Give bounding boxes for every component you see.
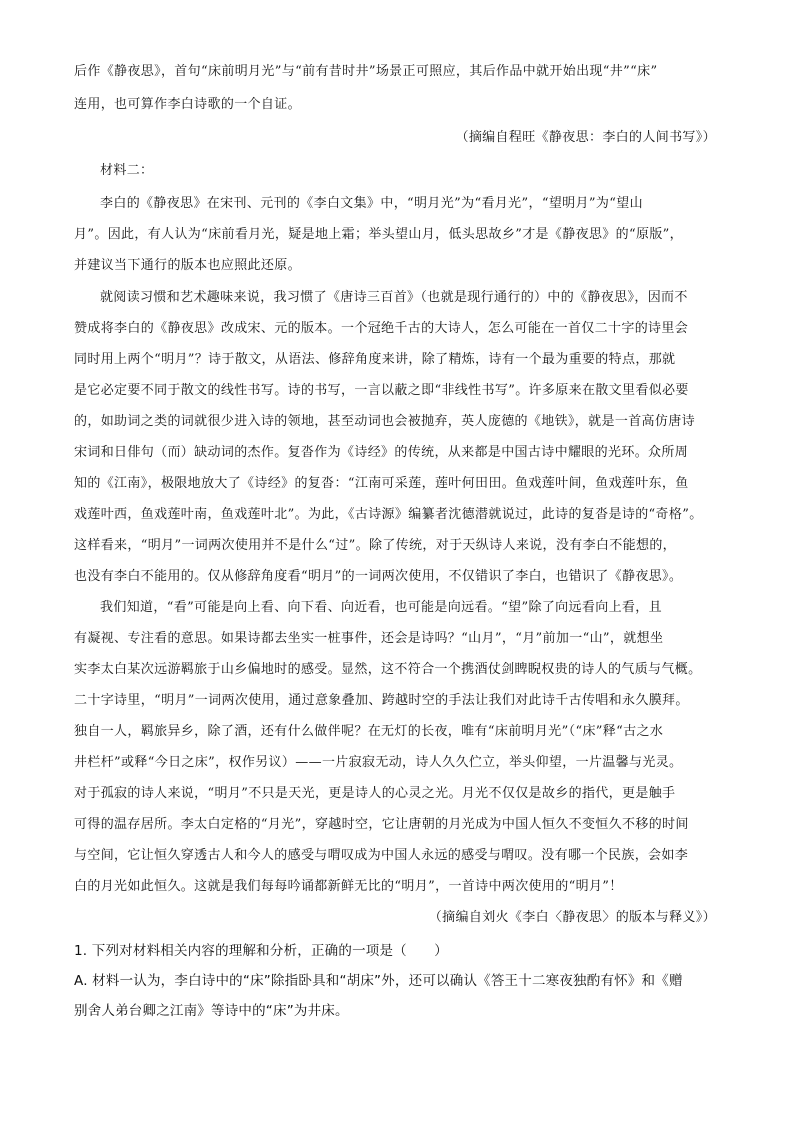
passage-line: 并建议当下通行的版本也应照此还原。 xyxy=(74,258,301,273)
passage-line: 独自一人，羁旅异乡，除了酒，还有什么做伴呢？在无灯的长夜，唯有“床前明月光”（“床”释“古之水 xyxy=(74,724,664,739)
passage-line: 二十字诗里，“明月”一词两次使用，通过意象叠加、跨越时空的手法让我们对此诗千古传唱和永久膜拜。 xyxy=(74,693,689,708)
passage-line: 戏莲叶西，鱼戏莲叶南，鱼戏莲叶北”。为此，《古诗源》编纂者沈德潜就说过，此诗的复沓是诗的“奇格”。 xyxy=(74,507,703,522)
passage-line: 知的《江南》，极限地放大了《诗经》的复沓：“江南可采莲，莲叶何田田。鱼戏莲叶间，鱼戏莲叶东，鱼 xyxy=(74,476,689,491)
passage-line: 与空间，它让恒久穿透古人和今人的感受与喟叹成为中国人永远的感受与喟叹。没有哪一个民族，会如李 xyxy=(74,848,689,863)
source-citation: （摘编自程旺《静夜思：李白的人间书写》） xyxy=(455,130,716,145)
passage-line: 就阅读习惯和艺术趣味来说，我习惯了《唐诗三百首》（也就是现行通行的）中的《静夜思》，因而不 xyxy=(100,290,688,305)
passage-line: 井栏杆”或释“今日之床”，权作另议）——一片寂寂无动，诗人久久伫立，举头仰望，一片温馨与光灵。 xyxy=(74,755,683,770)
passage-line: 有凝视、专注看的意思。如果诗都去坐实一桩事件，还会是诗吗？“山月”，“月”前加一“山”，就想坐 xyxy=(74,631,664,646)
passage-line: 赞成将李白的《静夜思》改成宋、元的版本。一个冠绝千古的大诗人，怎么可能在一首仅二十字的诗里会 xyxy=(74,321,689,336)
passage-line: 同时用上两个“明月”？诗于散文，从语法、修辞角度来讲，除了精炼，诗有一个最为重要的特点，那就 xyxy=(74,352,676,367)
passage-line: 宋词和日俳句（而）缺动词的杰作。复沓作为《诗经》的传统，从来都是中国古诗中耀眼的光环。众所周 xyxy=(74,445,689,460)
passage-line: 我们知道，“看”可能是向上看、向下看、向近看，也可能是向远看。“望”除了向远看向上看，且 xyxy=(100,600,662,615)
passage-line: 连用，也可算作李白诗歌的一个自证。 xyxy=(74,97,301,112)
passage-line: 也没有李白不能用的。仅从修辞角度看“明月”的一词两次使用，不仅错识了李白，也错识了《静夜思》。 xyxy=(74,569,683,584)
passage-line: 李白的《静夜思》在宋刊、元刊的《李白文集》中，“明月光”为“看月光”，“望明月”为“望山 xyxy=(100,196,643,211)
passage-line: 的，如助词之类的词就很少进入诗的领地，甚至动词也会被抛弃，英人庞德的《地铁》，就是一首高仿唐诗 xyxy=(74,414,695,429)
section-heading: 材料二： xyxy=(100,163,154,178)
passage-line: 实李太白某次远游羁旅于山乡偏地时的感受。显然，这不符合一个携酒仗剑睥睨权贵的诗人的气质与气概。 xyxy=(74,662,702,677)
passage-line: 白的月光如此恒久。这就是我们每每吟诵都新鲜无比的“明月”，一首诗中两次使用的“明月”！ xyxy=(74,879,623,894)
passage-line: 可得的温存居所。李太白定格的“月光”，穿越时空，它让唐朝的月光成为中国人恒久不变恒久不移的时间 xyxy=(74,817,689,832)
passage-line: 是它必定要不同于散文的线性书写。诗的书写，一言以蔽之即“非线性书写”。许多原来在散文里看似必要 xyxy=(74,383,689,398)
option-a-line: A. 材料一认为，李白诗中的“床”除指卧具和“胡床”外，还可以确认《答王十二寒夜独酌有怀》和《赠 xyxy=(74,973,683,989)
passage-line: 月”。因此，有人认为“床前看月光，疑是地上霜；举头望山月，低头思故乡”才是《静夜思》的“原版”， xyxy=(74,227,684,242)
passage-line: 这样看来，“明月”一词两次使用并不是什么“过”。除了传统，对于天纵诗人来说，没有李白不能想的， xyxy=(74,538,677,553)
passage-line: 对于孤寂的诗人来说，“明月”不只是天光，更是诗人的心灵之光。月光不仅仅是故乡的指代，更是触手 xyxy=(74,786,676,801)
source-citation: （摘编自刘火《李白〈静夜思〉的版本与释义》） xyxy=(428,910,716,925)
option-a-line: 别舍人弟台卿之江南》等诗中的“床”为井床。 xyxy=(74,1003,349,1019)
passage-line: 后作《静夜思》，首句“床前明月光”与“前有昔时井”场景正可照应，其后作品中就开始出现“井”“床” xyxy=(74,64,658,79)
question-stem: 1. 下列对材料相关内容的理解和分析，正确的一项是（ ） xyxy=(74,943,448,959)
